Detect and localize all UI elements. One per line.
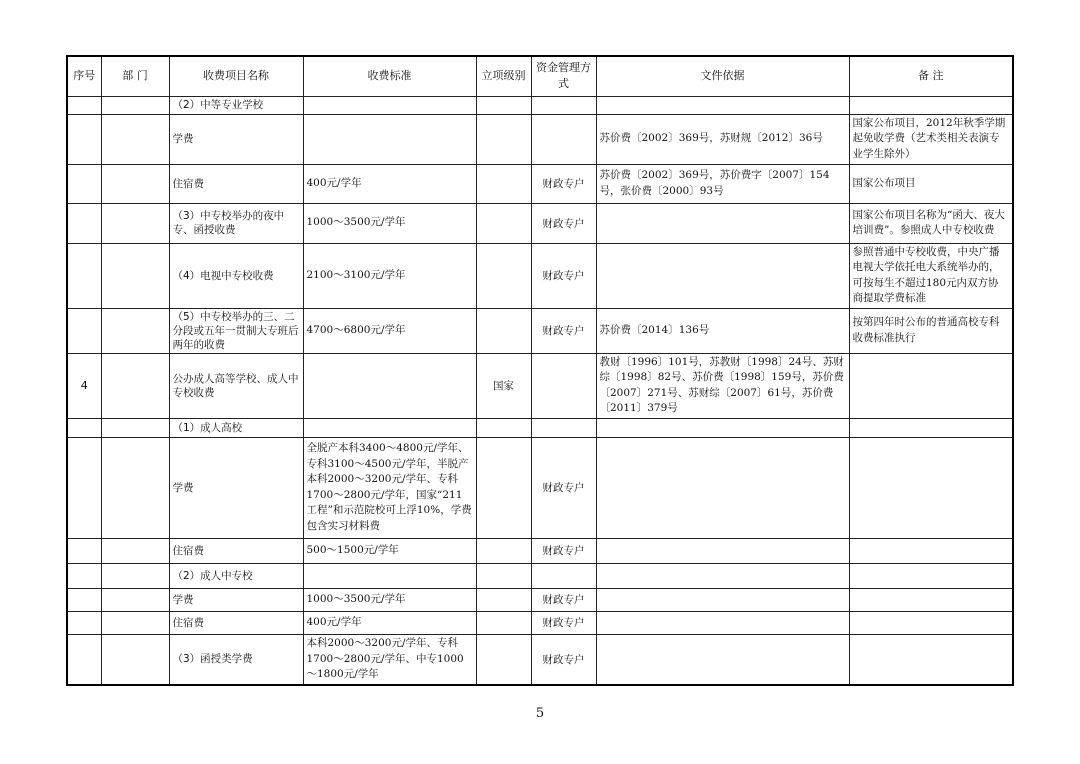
table-row	[67, 203, 1013, 243]
header-row	[67, 56, 1013, 96]
cell-dept	[101, 96, 169, 114]
table-row	[67, 538, 1013, 563]
cell-name: 住宿费	[169, 164, 303, 203]
cell-name: （2）中等专业学校	[169, 96, 303, 114]
cell-level	[476, 437, 531, 538]
cell-level	[476, 563, 531, 588]
cell-level	[476, 114, 531, 164]
cell-basis	[596, 611, 849, 634]
table-row	[67, 611, 1013, 634]
cell-fund: 财政专户	[531, 243, 596, 308]
cell-level	[476, 634, 531, 685]
cell-name: 学费	[169, 114, 303, 164]
cell-no	[67, 437, 101, 538]
cell-dept	[101, 308, 169, 353]
cell-note: 国家公布项目名称为“函大、夜大培训费”。参照成人中专校收费	[849, 203, 1013, 243]
cell-dept	[101, 243, 169, 308]
cell-fund: 财政专户	[531, 437, 596, 538]
cell-no	[67, 203, 101, 243]
cell-level	[476, 243, 531, 308]
table-row	[67, 418, 1013, 437]
cell-fund	[531, 114, 596, 164]
cell-basis	[596, 538, 849, 563]
cell-fund: 财政专户	[531, 164, 596, 203]
cell-name: （5）中专校举办的三、二分段或五年一贯制大专班后两年的收费	[169, 308, 303, 353]
page-number: 5	[535, 706, 545, 721]
cell-fund: 财政专户	[531, 203, 596, 243]
cell-standard: 1000～3500元/学年	[303, 203, 476, 243]
cell-no	[67, 634, 101, 685]
cell-dept	[101, 203, 169, 243]
cell-dept	[101, 611, 169, 634]
cell-basis	[596, 634, 849, 685]
cell-level	[476, 308, 531, 353]
cell-fund: 财政专户	[531, 611, 596, 634]
header-level: 立项级别	[476, 56, 531, 96]
cell-name: （2）成人中专校	[169, 563, 303, 588]
cell-note: 参照普通中专校收费，中央广播电视大学依托电大系统举办的，可按每生不超过180元内双方协商提取学费标准	[849, 243, 1013, 308]
cell-level: 国家	[476, 353, 531, 418]
cell-note	[849, 634, 1013, 685]
cell-fund: 财政专户	[531, 588, 596, 611]
cell-note: 国家公布项目	[849, 164, 1013, 203]
cell-note	[849, 437, 1013, 538]
cell-dept	[101, 588, 169, 611]
cell-basis	[596, 203, 849, 243]
cell-note	[849, 96, 1013, 114]
cell-standard	[303, 114, 476, 164]
cell-standard: 本科2000～3200元/学年、专科1700～2800元/学年、中专1000～1800元/学年	[303, 634, 476, 685]
cell-level	[476, 164, 531, 203]
cell-name: （3）函授类学费	[169, 634, 303, 685]
cell-note: 国家公布项目，2012年秋季学期起免收学费（艺术类相关表演专业学生除外）	[849, 114, 1013, 164]
cell-no	[67, 538, 101, 563]
cell-name: 学费	[169, 437, 303, 538]
cell-note	[849, 353, 1013, 418]
cell-dept	[101, 634, 169, 685]
fee-table	[66, 55, 1014, 686]
cell-level	[476, 588, 531, 611]
table-row	[67, 634, 1013, 685]
cell-standard	[303, 353, 476, 418]
cell-fund	[531, 96, 596, 114]
cell-basis	[596, 588, 849, 611]
cell-no	[67, 96, 101, 114]
cell-standard: 400元/学年	[303, 611, 476, 634]
table-row	[67, 96, 1013, 114]
cell-note: 按第四年时公布的普通高校专科收费标准执行	[849, 308, 1013, 353]
cell-basis	[596, 563, 849, 588]
cell-note	[849, 538, 1013, 563]
cell-dept	[101, 538, 169, 563]
cell-level	[476, 611, 531, 634]
cell-basis: 苏价费〔2002〕369号，苏财规〔2012〕36号	[596, 114, 849, 164]
cell-dept	[101, 353, 169, 418]
table-row	[67, 114, 1013, 164]
table-row	[67, 437, 1013, 538]
cell-no	[67, 588, 101, 611]
cell-basis: 苏价费〔2014〕136号	[596, 308, 849, 353]
cell-note	[849, 588, 1013, 611]
cell-fund: 财政专户	[531, 308, 596, 353]
cell-no: 4	[67, 353, 101, 418]
cell-standard	[303, 563, 476, 588]
header-no: 序号	[67, 56, 101, 96]
cell-name: （3）中专校举办的夜中专、函授收费	[169, 203, 303, 243]
cell-fund	[531, 563, 596, 588]
cell-name: （1）成人高校	[169, 418, 303, 437]
table-row	[67, 308, 1013, 353]
cell-no	[67, 611, 101, 634]
cell-note	[849, 611, 1013, 634]
header-name: 收费项目名称	[169, 56, 303, 96]
cell-dept	[101, 437, 169, 538]
cell-dept	[101, 418, 169, 437]
cell-fund	[531, 418, 596, 437]
header-standard: 收费标准	[303, 56, 476, 96]
cell-no	[67, 308, 101, 353]
table-row	[67, 353, 1013, 418]
cell-basis	[596, 418, 849, 437]
cell-no	[67, 563, 101, 588]
cell-no	[67, 114, 101, 164]
table-row	[67, 164, 1013, 203]
cell-note	[849, 418, 1013, 437]
header-basis: 文件依据	[596, 56, 849, 96]
table-row	[67, 243, 1013, 308]
cell-dept	[101, 114, 169, 164]
cell-fund: 财政专户	[531, 634, 596, 685]
cell-note	[849, 563, 1013, 588]
cell-standard	[303, 418, 476, 437]
cell-basis: 苏价费〔2002〕369号，苏价费字〔2007〕154号，张价费〔2000〕93号	[596, 164, 849, 203]
cell-standard: 全脱产本科3400～4800元/学年、专科3100～4500元/学年，半脱产本科2000～3200元/学年、专科1700～2800元/学年，国家“211工程”和示范院校可上浮10%，学费包含实习材料费	[303, 437, 476, 538]
cell-name: 学费	[169, 588, 303, 611]
cell-no	[67, 243, 101, 308]
table-row	[67, 588, 1013, 611]
header-note: 备 注	[849, 56, 1013, 96]
cell-standard: 400元/学年	[303, 164, 476, 203]
cell-name: 住宿费	[169, 538, 303, 563]
cell-standard: 500～1500元/学年	[303, 538, 476, 563]
header-dept: 部 门	[101, 56, 169, 96]
cell-standard	[303, 96, 476, 114]
cell-no	[67, 164, 101, 203]
cell-standard: 1000～3500元/学年	[303, 588, 476, 611]
cell-basis: 教财〔1996〕101号，苏教财〔1998〕24号、苏财综〔1998〕82号、苏价费〔1998〕159号，苏价费〔2007〕271号、苏财综〔2007〕61号，苏价费〔2011〕379号	[596, 353, 849, 418]
cell-fund	[531, 353, 596, 418]
cell-fund: 财政专户	[531, 538, 596, 563]
cell-name: （4）电视中专校收费	[169, 243, 303, 308]
cell-level	[476, 203, 531, 243]
cell-basis	[596, 96, 849, 114]
cell-standard: 4700～6800元/学年	[303, 308, 476, 353]
cell-dept	[101, 563, 169, 588]
cell-standard: 2100～3100元/学年	[303, 243, 476, 308]
cell-level	[476, 96, 531, 114]
table-row	[67, 563, 1013, 588]
cell-no	[67, 418, 101, 437]
cell-basis	[596, 437, 849, 538]
cell-name: 公办成人高等学校、成人中专校收费	[169, 353, 303, 418]
cell-level	[476, 538, 531, 563]
cell-basis	[596, 243, 849, 308]
cell-name: 住宿费	[169, 611, 303, 634]
header-fund: 资金管理方式	[531, 56, 596, 96]
cell-dept	[101, 164, 169, 203]
cell-level	[476, 418, 531, 437]
